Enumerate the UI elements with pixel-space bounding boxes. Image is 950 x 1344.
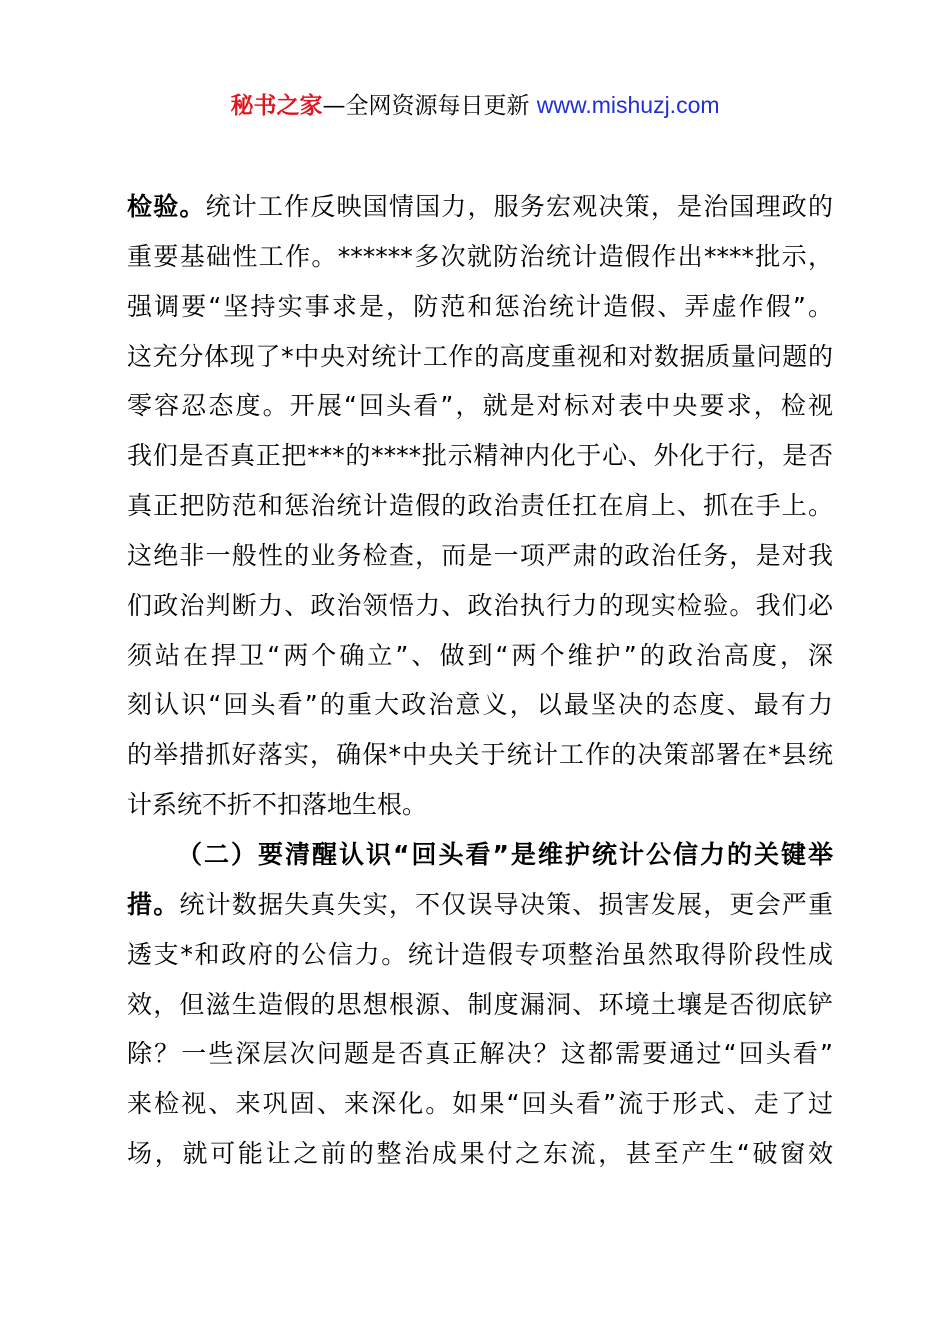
line-text: 这绝非一般性的业务检查，而是一项严肃的政治任务，是对我 <box>127 540 833 570</box>
line-text: 这充分体现了*中央对统计工作的高度重视和对数据质量问题的 <box>127 341 833 371</box>
text-line <box>127 880 833 930</box>
line-text: 透支*和政府的公信力。统计造假专项整治虽然取得阶段性成 <box>127 939 833 969</box>
header-tagline: —全网资源每日更新 <box>322 93 530 119</box>
text-line <box>127 631 833 681</box>
section-heading-text: （二）要清醒认识“回头看”是维护统计公信力的关键举 <box>177 839 833 869</box>
page-header <box>0 88 950 123</box>
line-text: 刻认识“回头看”的重大政治意义，以最坚决的态度、最有力 <box>127 690 833 720</box>
text-line <box>127 980 833 1030</box>
text-line <box>127 282 833 332</box>
bold-lead: 措。 <box>127 889 180 919</box>
line-text: 零容忍态度。开展“回头看”，就是对标对表中央要求，检视 <box>127 391 833 421</box>
text-line <box>127 332 833 382</box>
line-text: 计系统不折不扣落地生根。 <box>127 790 428 820</box>
site-url-link[interactable]: www.mishuzj.com <box>536 92 720 118</box>
bold-lead: 检验。 <box>127 192 206 221</box>
text-line <box>127 431 833 481</box>
text-line <box>127 182 833 232</box>
line-text: 重要基础性工作。******多次就防治统计造假作出****批示， <box>127 241 833 271</box>
line-text: 除？一些深层次问题是否真正解决？这都需要通过“回头看” <box>127 1039 833 1069</box>
text-line <box>127 381 833 431</box>
section-heading <box>127 830 833 880</box>
line-text: 统计数据失真失实，不仅误导决策、损害发展，更会严重 <box>179 889 833 919</box>
brand-name: 秘书之家 <box>230 93 323 119</box>
line-text: 须站在捍卫“两个确立”、做到“两个维护”的政治高度，深 <box>127 640 833 670</box>
text-line <box>127 930 833 980</box>
text-line <box>127 780 833 830</box>
line-text: 的举措抓好落实，确保*中央关于统计工作的决策部署在*县统 <box>127 740 833 770</box>
line-text: 来检视、来巩固、来深化。如果“回头看”流于形式、走了过 <box>127 1089 833 1119</box>
line-text: 们政治判断力、政治领悟力、政治执行力的现实检验。我们必 <box>127 590 833 620</box>
line-text: 真正把防范和惩治统计造假的政治责任扛在肩上、抓在手上。 <box>127 491 833 521</box>
text-line <box>127 232 833 282</box>
line-text: 效，但滋生造假的思想根源、制度漏洞、环境土壤是否彻底铲 <box>127 989 833 1019</box>
text-line <box>127 730 833 780</box>
text-line <box>127 1079 833 1129</box>
text-line <box>127 680 833 730</box>
text-line <box>127 1129 833 1179</box>
text-line <box>127 481 833 531</box>
line-text: 统计工作反映国情国力，服务宏观决策，是治国理政的 <box>205 192 833 221</box>
line-text: 我们是否真正把***的****批示精神内化于心、外化于行，是否 <box>127 441 833 471</box>
line-text: 强调要“坚持实事求是，防范和惩治统计造假、弄虚作假”。 <box>127 291 833 321</box>
text-line <box>127 531 833 581</box>
line-text: 场，就可能让之前的整治成果付之东流，甚至产生“破窗效 <box>127 1139 833 1169</box>
text-line <box>127 581 833 631</box>
text-line <box>127 1029 833 1079</box>
body-text <box>127 182 833 1179</box>
